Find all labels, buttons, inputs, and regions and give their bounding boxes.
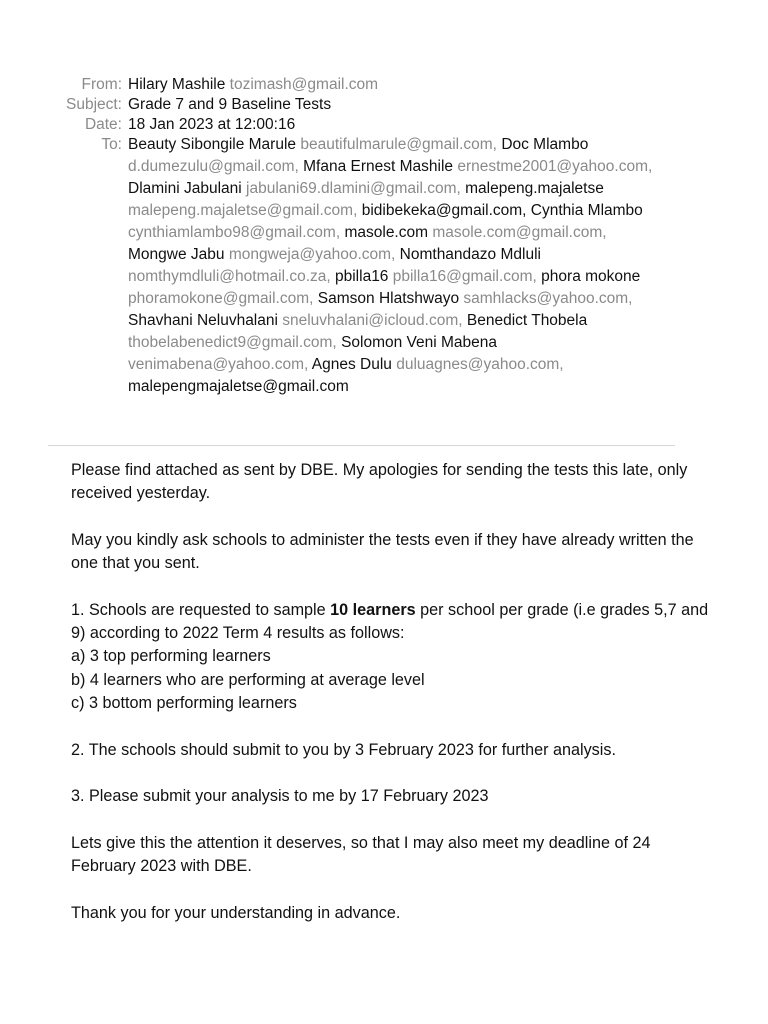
- subject-value: Grade 7 and 9 Baseline Tests: [128, 96, 332, 113]
- from-label: From:: [81, 76, 122, 93]
- list-item-c: c) 3 bottom performing learners: [71, 693, 297, 712]
- recipient[interactable]: [312, 356, 564, 373]
- recipient-email: jabulani69.dlamini@gmail.com,: [246, 180, 461, 197]
- recipient[interactable]: [344, 224, 606, 241]
- email-header: [0, 75, 768, 398]
- recipient[interactable]: [128, 136, 497, 153]
- recipient-email: masole.com@gmail.com,: [432, 224, 607, 241]
- recipient-email: d.dumezulu@gmail.com,: [128, 158, 299, 175]
- recipient-email: cynthiamlambo98@gmail.com,: [128, 224, 341, 241]
- from-value: [128, 75, 378, 95]
- bold-learner-count: 10 learners: [330, 600, 416, 619]
- recipient-name: Mongwe Jabu: [128, 246, 225, 263]
- sender-email[interactable]: tozimash@gmail.com: [229, 76, 379, 93]
- recipient-email: sneluvhalani@icloud.com,: [282, 312, 463, 329]
- sender-name: Hilary Mashile: [128, 76, 226, 93]
- body-paragraph-3: 1. Schools are requested to sample 10 learners per school per grade (i.e grades 5,7 and 9) according to 2022 Term 4 results as follows:: [71, 600, 709, 643]
- recipient-name: pbilla16: [335, 268, 389, 285]
- recipient-email: duluagnes@yahoo.com,: [396, 356, 564, 373]
- recipient-email: malepeng.majaletse@gmail.com,: [128, 202, 358, 219]
- recipient[interactable]: [128, 378, 349, 395]
- recipient[interactable]: [128, 246, 395, 263]
- date-row: [0, 115, 768, 135]
- recipient[interactable]: [318, 290, 633, 307]
- recipient[interactable]: [128, 312, 463, 329]
- recipient-name: masole.com: [344, 224, 429, 241]
- body-paragraph-1: Please find attached as sent by DBE. My apologies for sending the tests this late, only received yesterday.: [71, 461, 688, 503]
- list-item-a: a) 3 top performing learners: [71, 647, 271, 666]
- recipient-name: bidibekeka@gmail.com,: [361, 202, 527, 219]
- recipient-email: nomthymdluli@hotmail.co.za,: [128, 268, 331, 285]
- recipient-name: Dlamini Jabulani: [128, 180, 242, 197]
- recipient-name: Benedict Thobela: [466, 312, 588, 329]
- recipient-name: Agnes Dulu: [311, 356, 392, 373]
- subject-label: Subject:: [65, 96, 122, 113]
- recipient-email: thobelabenedict9@gmail.com,: [128, 334, 337, 351]
- recipient-email: venimabena@yahoo.com,: [128, 356, 309, 373]
- body-paragraph-6: Lets give this the attention it deserves, so that I may also meet my deadline of 24 February 2023 with DBE.: [71, 833, 651, 876]
- recipient-email: samhlacks@yahoo.com,: [463, 290, 633, 307]
- recipient-name: Cynthia Mlambo: [530, 202, 643, 219]
- recipient-email: ernestme2001@yahoo.com,: [457, 158, 653, 175]
- recipient-name: Mfana Ernest Mashile: [303, 158, 454, 175]
- recipient[interactable]: [335, 268, 537, 285]
- recipient-name: Beauty Sibongile Marule: [128, 136, 297, 153]
- email-body: [71, 459, 711, 925]
- recipient[interactable]: [128, 180, 461, 197]
- recipient-name: malepengmajaletse@gmail.com: [128, 378, 349, 395]
- recipient-name: malepeng.majaletse: [465, 180, 604, 197]
- recipient-email: phoramokone@gmail.com,: [128, 290, 314, 307]
- body-paragraph-4: 2. The schools should submit to you by 3 February 2023 for further analysis.: [71, 740, 616, 759]
- header-divider: [48, 445, 675, 446]
- recipient-email: mongweja@yahoo.com,: [228, 246, 396, 263]
- body-paragraph-5: 3. Please submit your analysis to me by 17 February 2023: [71, 787, 489, 806]
- body-paragraph-7: Thank you for your understanding in advance.: [71, 903, 401, 922]
- from-row: [0, 75, 768, 95]
- recipient-name: phora mokone: [541, 268, 641, 285]
- recipient-list: [128, 134, 658, 398]
- recipient-name: Nomthandazo Mdluli: [399, 246, 541, 263]
- recipient-name: Doc Mlambo: [501, 136, 589, 153]
- recipient[interactable]: [362, 202, 527, 219]
- recipient-name: Shavhani Neluvhalani: [128, 312, 278, 329]
- recipient-name: Solomon Veni Mabena: [341, 334, 498, 351]
- recipient-email: pbilla16@gmail.com,: [392, 268, 537, 285]
- to-row: [0, 135, 768, 398]
- recipient[interactable]: [303, 158, 652, 175]
- date-label: Date:: [84, 116, 122, 133]
- date-value: 18 Jan 2023 at 12:00:16: [128, 116, 296, 133]
- recipient-name: Samson Hlatshwayo: [317, 290, 460, 307]
- subject-row: [0, 95, 768, 115]
- body-paragraph-2: May you kindly ask schools to administer the tests even if they have already written the one that you sent.: [71, 530, 694, 573]
- list-item-b: b) 4 learners who are performing at average level: [71, 670, 425, 689]
- recipient-email: beautifulmarule@gmail.com,: [300, 136, 497, 153]
- to-label: To:: [101, 136, 122, 153]
